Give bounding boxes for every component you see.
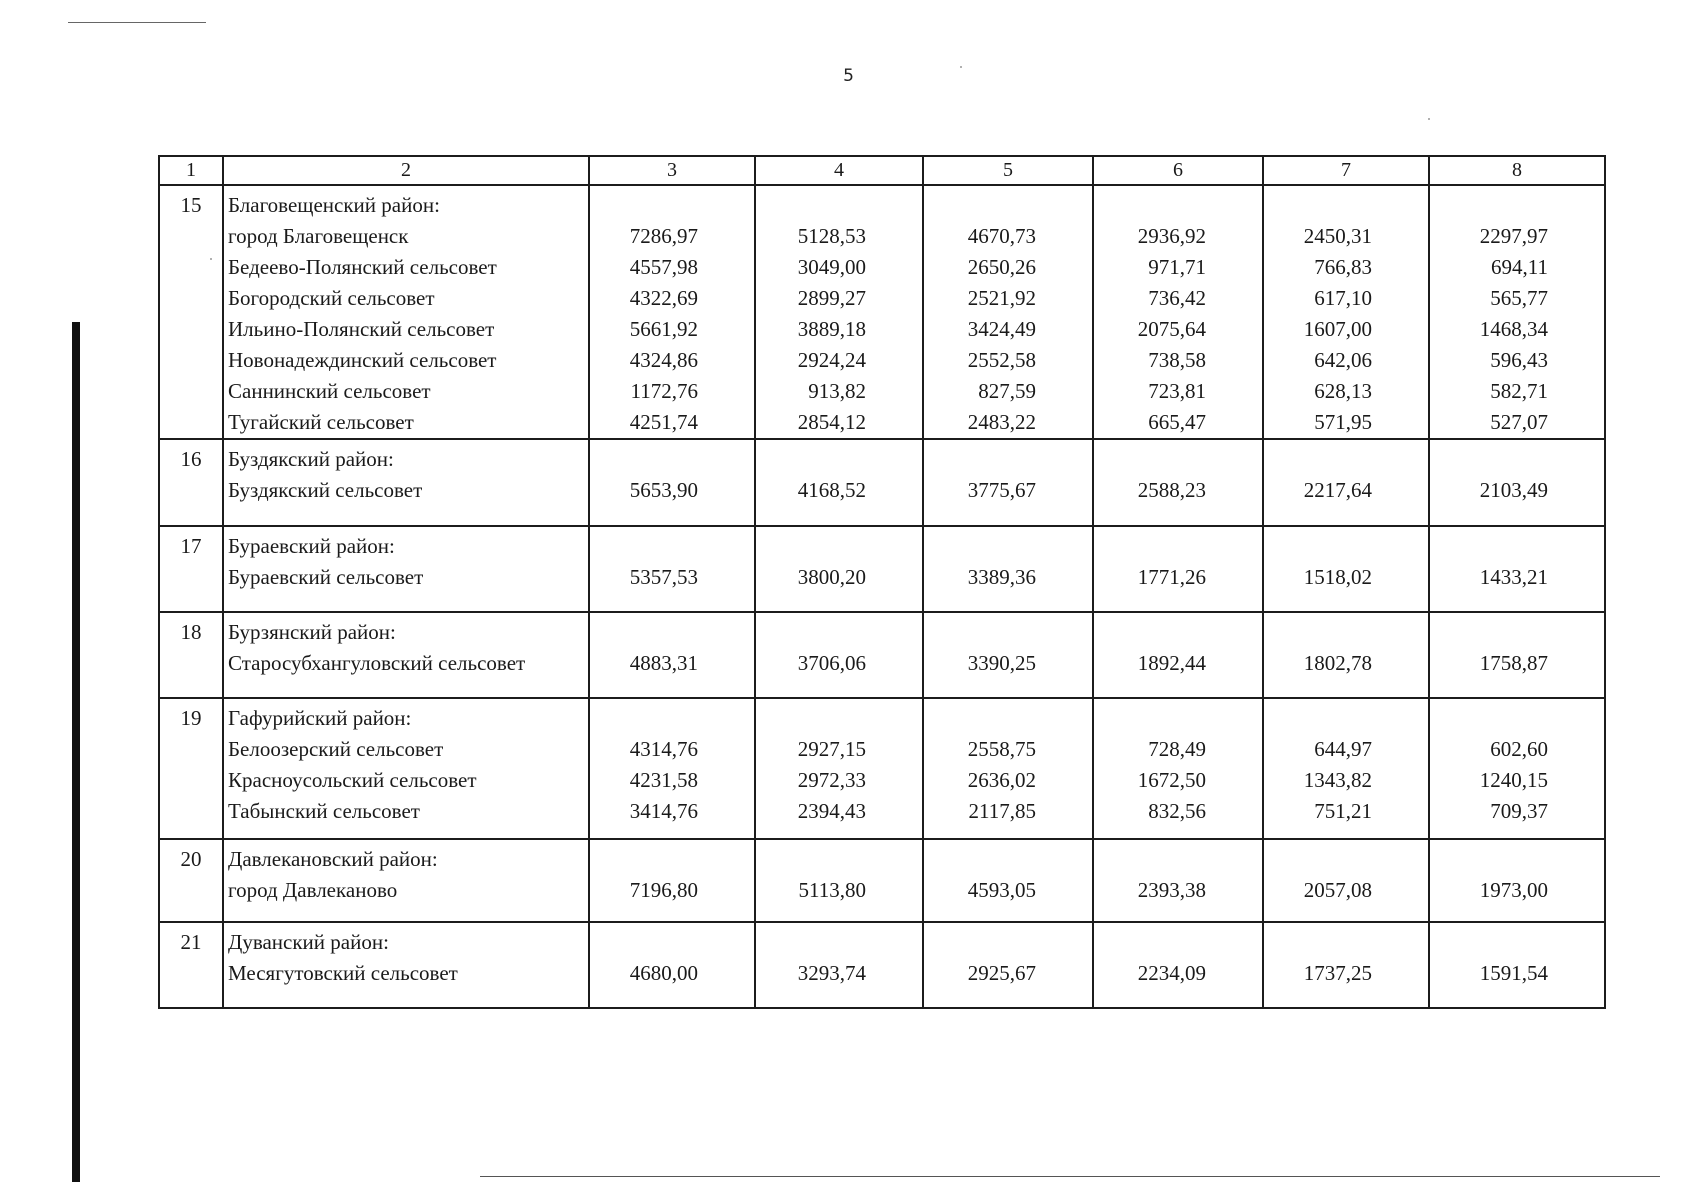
- cell-value: 3049,00: [797, 255, 866, 279]
- region-title: Бурзянский район:: [228, 620, 396, 644]
- value-column-3: [589, 526, 755, 612]
- municipality-name: Табынский сельсовет: [228, 799, 420, 823]
- cell-value: 2854,12: [797, 410, 866, 434]
- value-column-7: [1263, 612, 1429, 698]
- cell-value: 4231,58: [629, 768, 698, 792]
- cell-value: 2972,33: [797, 768, 866, 792]
- value-column-3: [589, 439, 755, 526]
- cell-value: 1172,76: [630, 379, 698, 403]
- value-column-6: [1093, 439, 1263, 526]
- value-column-4: [755, 922, 923, 1008]
- cell-value: 1518,02: [1303, 565, 1372, 589]
- region-group-row: [159, 526, 1605, 612]
- municipality-name: Белоозерский сельсовет: [228, 737, 444, 761]
- row-number: 15: [159, 185, 223, 439]
- cell-value: 5357,53: [629, 565, 698, 589]
- spacer: [1094, 190, 1206, 221]
- value-column-8: [1429, 612, 1605, 698]
- cell-value: 527,07: [1490, 410, 1548, 434]
- cell-value: 565,77: [1490, 286, 1548, 310]
- value-column-3: [589, 839, 755, 922]
- cell-value: 2483,22: [967, 410, 1036, 434]
- value-column-6: [1093, 698, 1263, 839]
- spacer: [1430, 617, 1548, 648]
- cell-value: 602,60: [1490, 737, 1548, 761]
- region-group-row: [159, 185, 1605, 439]
- cell-value: 1973,00: [1479, 878, 1548, 902]
- region-title: Давлекановский район:: [228, 847, 438, 871]
- cell-value: 2925,67: [967, 961, 1036, 985]
- spacer: [590, 927, 698, 958]
- spacer: [1264, 190, 1372, 221]
- row-number: 20: [159, 839, 223, 922]
- cell-value: 2650,26: [967, 255, 1036, 279]
- value-column-8: [1429, 439, 1605, 526]
- cell-value: 4251,74: [629, 410, 698, 434]
- value-column-8: [1429, 922, 1605, 1008]
- cell-value: 1802,78: [1303, 651, 1372, 675]
- municipality-names: [223, 612, 589, 698]
- spacer: [590, 703, 698, 734]
- municipality-name: Бедеево-Полянский сельсовет: [228, 255, 497, 279]
- municipality-names: [223, 185, 589, 439]
- municipality-name: город Благовещенск: [228, 224, 409, 248]
- column-header: 4: [755, 156, 923, 185]
- column-header: 1: [159, 156, 223, 185]
- cell-value: 2899,27: [797, 286, 866, 310]
- value-column-7: [1263, 526, 1429, 612]
- cell-value: 4680,00: [629, 961, 698, 985]
- municipality-names: [223, 698, 589, 839]
- spacer: [924, 703, 1036, 734]
- region-group-row: [159, 439, 1605, 526]
- cell-value: 4314,76: [629, 737, 698, 761]
- cell-value: 2924,24: [797, 348, 866, 372]
- scan-edge-bar: [72, 322, 80, 1182]
- cell-value: 3414,76: [629, 799, 698, 823]
- cell-value: 751,21: [1314, 799, 1372, 823]
- value-column-6: [1093, 922, 1263, 1008]
- region-title: Буздякский район:: [228, 447, 394, 471]
- cell-value: 2636,02: [967, 768, 1036, 792]
- cell-value: 2394,43: [797, 799, 866, 823]
- row-number: 19: [159, 698, 223, 839]
- scan-speck: [1428, 118, 1430, 120]
- spacer: [1094, 617, 1206, 648]
- value-column-3: [589, 922, 755, 1008]
- spacer: [590, 444, 698, 475]
- cell-value: 1468,34: [1479, 317, 1548, 341]
- cell-value: 766,83: [1314, 255, 1372, 279]
- spacer: [924, 190, 1036, 221]
- municipality-name: Старосубхангуловский сельсовет: [228, 651, 526, 675]
- cell-value: 2103,49: [1479, 478, 1548, 502]
- municipality-name: Красноусольский сельсовет: [228, 768, 477, 792]
- spacer: [924, 844, 1036, 875]
- cell-value: 709,37: [1490, 799, 1548, 823]
- cell-value: 3775,67: [967, 478, 1036, 502]
- cell-value: 4324,86: [629, 348, 698, 372]
- spacer: [924, 444, 1036, 475]
- cell-value: 728,49: [1148, 737, 1206, 761]
- spacer: [1094, 531, 1206, 562]
- spacer: [756, 617, 866, 648]
- cell-value: 3800,20: [797, 565, 866, 589]
- spacer: [924, 617, 1036, 648]
- cell-value: 2450,31: [1303, 224, 1372, 248]
- spacer: [1430, 844, 1548, 875]
- cell-value: 3390,25: [967, 651, 1036, 675]
- municipality-name: Месягутовский сельсовет: [228, 961, 458, 985]
- cell-value: 2936,92: [1137, 224, 1206, 248]
- cell-value: 1343,82: [1303, 768, 1372, 792]
- cell-value: 2217,64: [1303, 478, 1372, 502]
- cell-value: 582,71: [1490, 379, 1548, 403]
- cell-value: 642,06: [1314, 348, 1372, 372]
- cell-value: 2927,15: [797, 737, 866, 761]
- spacer: [1264, 617, 1372, 648]
- value-column-5: [923, 439, 1093, 526]
- municipality-name: Буздякский сельсовет: [228, 478, 423, 502]
- value-column-3: [589, 185, 755, 439]
- cell-value: 2234,09: [1137, 961, 1206, 985]
- value-column-7: [1263, 839, 1429, 922]
- cell-value: 827,59: [978, 379, 1036, 403]
- cell-value: 7196,80: [629, 878, 698, 902]
- cell-value: 3389,36: [967, 565, 1036, 589]
- cell-value: 2117,85: [968, 799, 1036, 823]
- value-column-7: [1263, 922, 1429, 1008]
- spacer: [756, 190, 866, 221]
- column-header: 8: [1429, 156, 1605, 185]
- value-column-7: [1263, 185, 1429, 439]
- value-column-4: [755, 185, 923, 439]
- cell-value: 3889,18: [797, 317, 866, 341]
- spacer: [590, 531, 698, 562]
- cell-value: 5128,53: [797, 224, 866, 248]
- municipality-name: Ильино-Полянский сельсовет: [228, 317, 495, 341]
- region-title: Гафурийский район:: [228, 706, 412, 730]
- value-column-3: [589, 698, 755, 839]
- value-column-5: [923, 526, 1093, 612]
- cell-value: 1433,21: [1479, 565, 1548, 589]
- cell-value: 2057,08: [1303, 878, 1372, 902]
- cell-value: 3424,49: [967, 317, 1036, 341]
- spacer: [1430, 927, 1548, 958]
- municipality-name: Бураевский сельсовет: [228, 565, 424, 589]
- region-title: Благовещенский район:: [228, 193, 440, 217]
- cell-value: 5653,90: [629, 478, 698, 502]
- cell-value: 4883,31: [629, 651, 698, 675]
- municipality-names: [223, 439, 589, 526]
- data-table: [158, 155, 1606, 1009]
- column-header: 6: [1093, 156, 1263, 185]
- spacer: [756, 844, 866, 875]
- spacer: [590, 190, 698, 221]
- spacer: [1264, 531, 1372, 562]
- value-column-7: [1263, 698, 1429, 839]
- value-column-5: [923, 698, 1093, 839]
- spacer: [756, 703, 866, 734]
- value-column-3: [589, 612, 755, 698]
- cell-value: 1771,26: [1137, 565, 1206, 589]
- region-group-row: [159, 839, 1605, 922]
- value-column-6: [1093, 526, 1263, 612]
- cell-value: 5661,92: [629, 317, 698, 341]
- region-group-row: [159, 922, 1605, 1008]
- municipality-names: [223, 526, 589, 612]
- spacer: [1430, 703, 1548, 734]
- spacer: [1264, 844, 1372, 875]
- cell-value: 617,10: [1314, 286, 1372, 310]
- value-column-7: [1263, 439, 1429, 526]
- municipality-name: город Давлеканово: [228, 878, 398, 902]
- cell-value: 2558,75: [967, 737, 1036, 761]
- cell-value: 4557,98: [629, 255, 698, 279]
- cell-value: 2552,58: [967, 348, 1036, 372]
- spacer: [1430, 444, 1548, 475]
- cell-value: 571,95: [1314, 410, 1372, 434]
- spacer: [1430, 190, 1548, 221]
- value-column-8: [1429, 185, 1605, 439]
- row-number: 16: [159, 439, 223, 526]
- value-column-4: [755, 612, 923, 698]
- spacer: [1094, 703, 1206, 734]
- value-column-8: [1429, 698, 1605, 839]
- municipality-name: Богородский сельсовет: [228, 286, 435, 310]
- cell-value: 4670,73: [967, 224, 1036, 248]
- cell-value: 3293,74: [797, 961, 866, 985]
- spacer: [590, 617, 698, 648]
- value-column-4: [755, 439, 923, 526]
- cell-value: 694,11: [1491, 255, 1548, 279]
- region-group-row: [159, 698, 1605, 839]
- value-column-4: [755, 526, 923, 612]
- spacer: [1430, 531, 1548, 562]
- column-header: 5: [923, 156, 1093, 185]
- cell-value: 2393,38: [1137, 878, 1206, 902]
- cell-value: 723,81: [1148, 379, 1206, 403]
- municipality-name: Тугайский сельсовет: [228, 410, 414, 434]
- column-header: 3: [589, 156, 755, 185]
- municipality-name: Новонадеждинский сельсовет: [228, 348, 497, 372]
- cell-value: 736,42: [1148, 286, 1206, 310]
- municipality-names: [223, 922, 589, 1008]
- spacer: [1264, 703, 1372, 734]
- cell-value: 1591,54: [1479, 961, 1548, 985]
- cell-value: 1892,44: [1137, 651, 1206, 675]
- municipality-name: Саннинский сельсовет: [228, 379, 431, 403]
- cell-value: 4168,52: [797, 478, 866, 502]
- value-column-8: [1429, 839, 1605, 922]
- cell-value: 1240,15: [1479, 768, 1548, 792]
- row-number: 18: [159, 612, 223, 698]
- region-title: Дуванский район:: [228, 930, 389, 954]
- cell-value: 644,97: [1314, 737, 1372, 761]
- spacer: [1264, 927, 1372, 958]
- cell-value: 1758,87: [1479, 651, 1548, 675]
- cell-value: 913,82: [808, 379, 866, 403]
- value-column-5: [923, 612, 1093, 698]
- spacer: [756, 927, 866, 958]
- column-number-row: [159, 156, 1605, 185]
- cell-value: 2521,92: [967, 286, 1036, 310]
- column-header: 2: [223, 156, 589, 185]
- spacer: [590, 844, 698, 875]
- cell-value: 971,71: [1148, 255, 1206, 279]
- spacer: [1264, 444, 1372, 475]
- spacer: [756, 444, 866, 475]
- value-column-5: [923, 839, 1093, 922]
- row-number: 17: [159, 526, 223, 612]
- cell-value: 4322,69: [629, 286, 698, 310]
- spacer: [924, 927, 1036, 958]
- value-column-8: [1429, 526, 1605, 612]
- value-column-5: [923, 922, 1093, 1008]
- spacer: [1094, 927, 1206, 958]
- cell-value: 1672,50: [1137, 768, 1206, 792]
- value-column-6: [1093, 839, 1263, 922]
- scan-mark-top: [68, 22, 206, 23]
- value-column-4: [755, 698, 923, 839]
- spacer: [756, 531, 866, 562]
- spacer: [1094, 844, 1206, 875]
- cell-value: 5113,80: [798, 878, 866, 902]
- value-column-6: [1093, 612, 1263, 698]
- municipality-names: [223, 839, 589, 922]
- spacer: [1094, 444, 1206, 475]
- region-group-row: [159, 612, 1605, 698]
- cell-value: 2297,97: [1479, 224, 1548, 248]
- cell-value: 2075,64: [1137, 317, 1206, 341]
- cell-value: 4593,05: [967, 878, 1036, 902]
- cell-value: 628,13: [1314, 379, 1372, 403]
- cell-value: 665,47: [1148, 410, 1206, 434]
- spacer: [924, 531, 1036, 562]
- cell-value: 596,43: [1490, 348, 1548, 372]
- cell-value: 1607,00: [1303, 317, 1372, 341]
- column-header: 7: [1263, 156, 1429, 185]
- value-column-5: [923, 185, 1093, 439]
- row-number: 21: [159, 922, 223, 1008]
- value-column-6: [1093, 185, 1263, 439]
- cell-value: 7286,97: [629, 224, 698, 248]
- page-number: 5: [843, 66, 854, 86]
- cell-value: 1737,25: [1303, 961, 1372, 985]
- value-column-4: [755, 839, 923, 922]
- cell-value: 3706,06: [797, 651, 866, 675]
- cell-value: 2588,23: [1137, 478, 1206, 502]
- cell-value: 832,56: [1148, 799, 1206, 823]
- region-title: Бураевский район:: [228, 534, 395, 558]
- cell-value: 738,58: [1148, 348, 1206, 372]
- scan-line-bottom: [480, 1176, 1660, 1177]
